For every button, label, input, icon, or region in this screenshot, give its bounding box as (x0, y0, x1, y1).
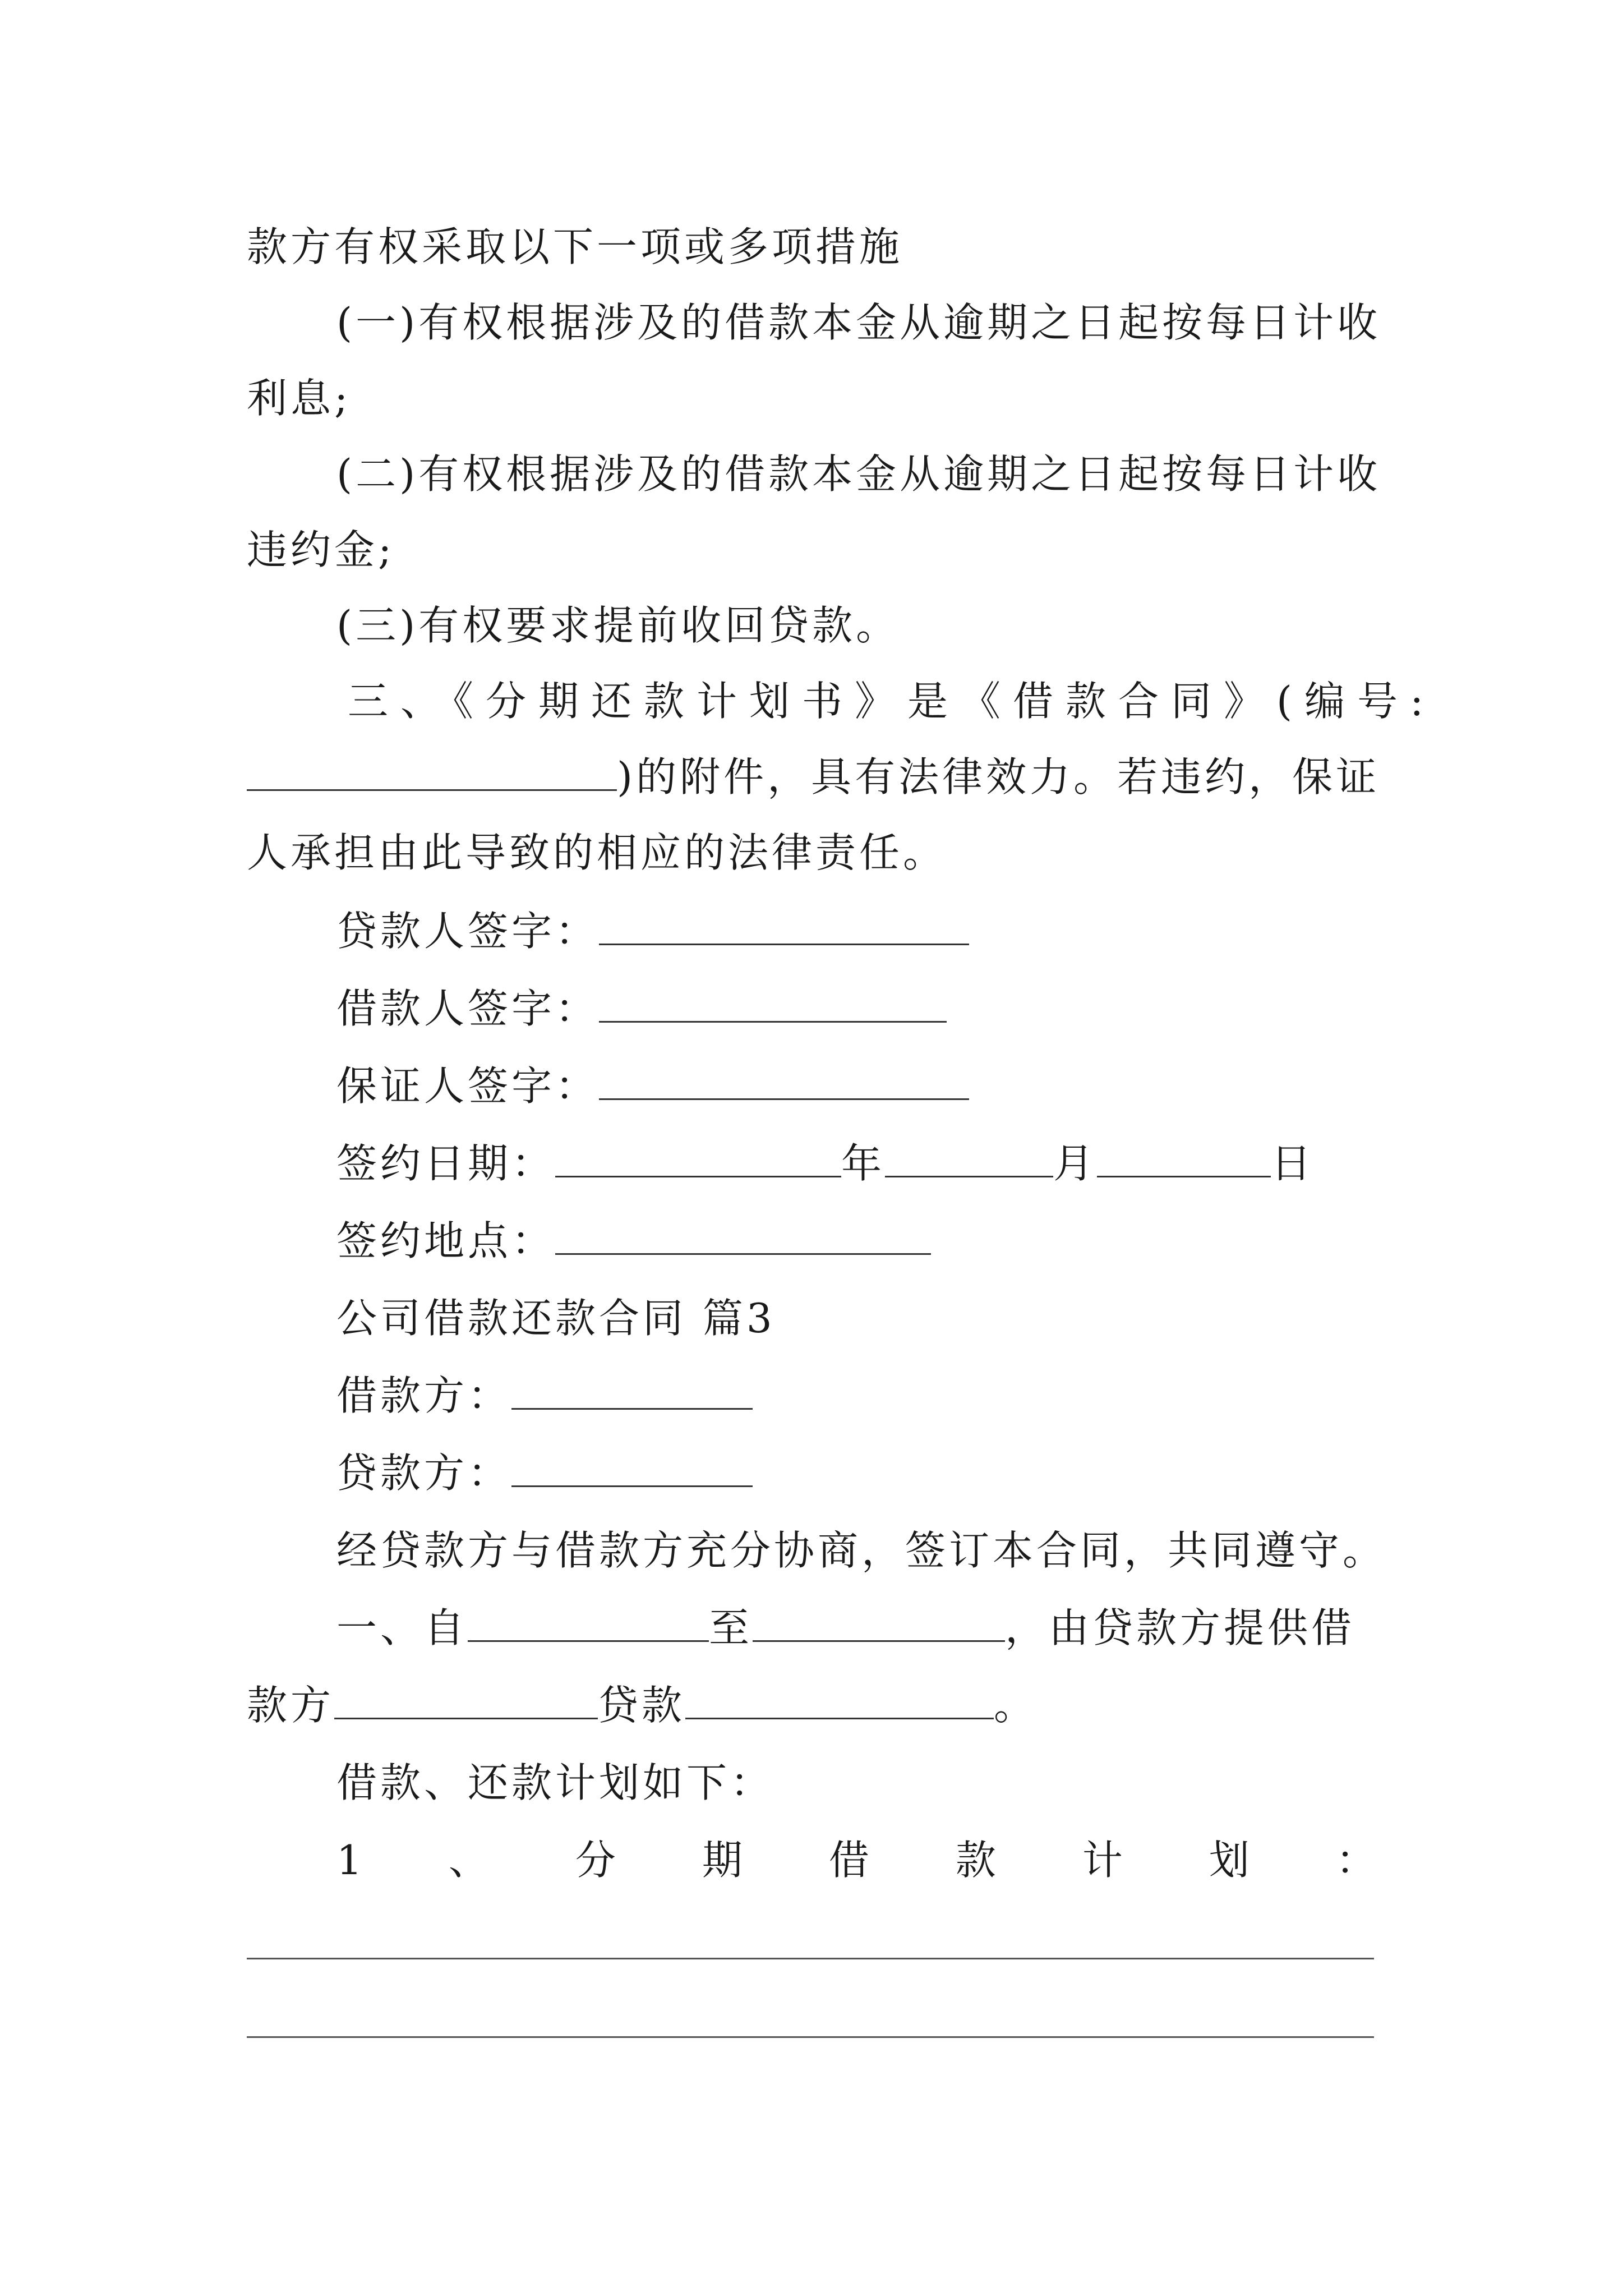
plan-char: 、 (448, 1837, 492, 1884)
borrower-signature-row (336, 981, 1481, 1037)
loan-purpose-blank[interactable] (334, 1678, 598, 1719)
plan-char: 借 (828, 1837, 873, 1884)
day-blank[interactable] (1097, 1137, 1271, 1177)
paragraph-line: (一)有权根据涉及的借款本金从逾期之日起按每日计收 (336, 299, 1381, 346)
clause1-b-prefix: 款方 (247, 1682, 335, 1729)
clause1-line-2 (247, 1677, 1391, 1733)
plan-char: 计 (1082, 1837, 1126, 1884)
signing-place-blank[interactable] (555, 1214, 931, 1255)
loan-amount-blank[interactable] (685, 1678, 994, 1719)
paragraph-line: 款方有权采取以下一项或多项措施 (247, 223, 903, 270)
clause1-mid: 至 (709, 1604, 753, 1651)
month-label: 月 (1053, 1140, 1098, 1187)
paragraph-line: 三、《分期还款计划书》是《借款合同》(编号: (348, 678, 1436, 725)
signing-date-label: 签约日期： (336, 1140, 556, 1187)
signing-place-label: 签约地点： (336, 1217, 556, 1264)
clause1-b-suffix: 。 (994, 1682, 1038, 1729)
lender-party-label: 贷款方： (336, 1450, 512, 1497)
signing-place-row (336, 1213, 1481, 1269)
contract-number-line (247, 749, 1391, 805)
guarantor-signature-label: 保证人签字： (336, 1062, 600, 1110)
borrower-party-row (336, 1368, 1481, 1424)
paragraph-line: 人承担由此导致的相应的法律责任。 (247, 829, 947, 876)
fill-in-rule[interactable] (247, 1958, 1374, 1959)
lender-party-row (336, 1445, 1481, 1501)
clause1-suffix: ，由贷款方提供借 (1005, 1604, 1355, 1651)
plan-char: 划 (1209, 1837, 1253, 1884)
day-label: 日 (1271, 1140, 1315, 1187)
contract-number-blank[interactable] (247, 750, 617, 791)
paragraph-text: )的附件，具有法律效力。若违约，保证 (617, 753, 1380, 800)
plan-char: 期 (702, 1837, 746, 1884)
fill-in-rule[interactable] (247, 2036, 1374, 2038)
clause1-b-mid: 贷款 (598, 1682, 686, 1729)
paragraph-line: 利息; (247, 375, 352, 422)
signing-date-row (336, 1135, 1481, 1191)
end-date-blank[interactable] (753, 1601, 1005, 1642)
paragraph-line: 经贷款方与借款方充分协商，签订本合同，共同遵守。 (336, 1527, 1387, 1574)
plan-char: ： (1335, 1837, 1380, 1884)
borrower-party-label: 借款方： (336, 1372, 512, 1419)
paragraph-line: 违约金; (247, 526, 395, 573)
year-label: 年 (841, 1140, 886, 1187)
plan-item-heading (336, 1832, 1380, 1888)
borrower-signature-blank[interactable] (599, 982, 947, 1023)
lender-party-blank[interactable] (511, 1446, 753, 1487)
paragraph-line: (二)有权根据涉及的借款本金从逾期之日起按每日计收 (336, 450, 1381, 498)
plan-char: 分 (575, 1837, 619, 1884)
lender-signature-blank[interactable] (599, 904, 969, 945)
guarantor-signature-blank[interactable] (599, 1059, 969, 1100)
clause1-line (336, 1600, 1481, 1656)
start-date-blank[interactable] (468, 1601, 709, 1642)
lender-signature-label: 贷款人签字： (336, 908, 600, 955)
month-blank[interactable] (885, 1137, 1053, 1177)
plan-char: 1 (336, 1837, 366, 1884)
clause1-prefix: 一、自 (336, 1604, 468, 1651)
section-title: 公司借款还款合同 篇3 (336, 1295, 776, 1342)
guarantor-signature-row (336, 1058, 1481, 1114)
lender-signature-row (336, 903, 1481, 959)
year-blank[interactable] (555, 1137, 841, 1177)
borrower-party-blank[interactable] (511, 1369, 753, 1410)
paragraph-line: 借款、还款计划如下： (336, 1759, 774, 1806)
borrower-signature-label: 借款人签字： (336, 985, 600, 1032)
plan-char: 款 (955, 1837, 999, 1884)
paragraph-line: (三)有权要求提前收回贷款。 (336, 602, 900, 649)
